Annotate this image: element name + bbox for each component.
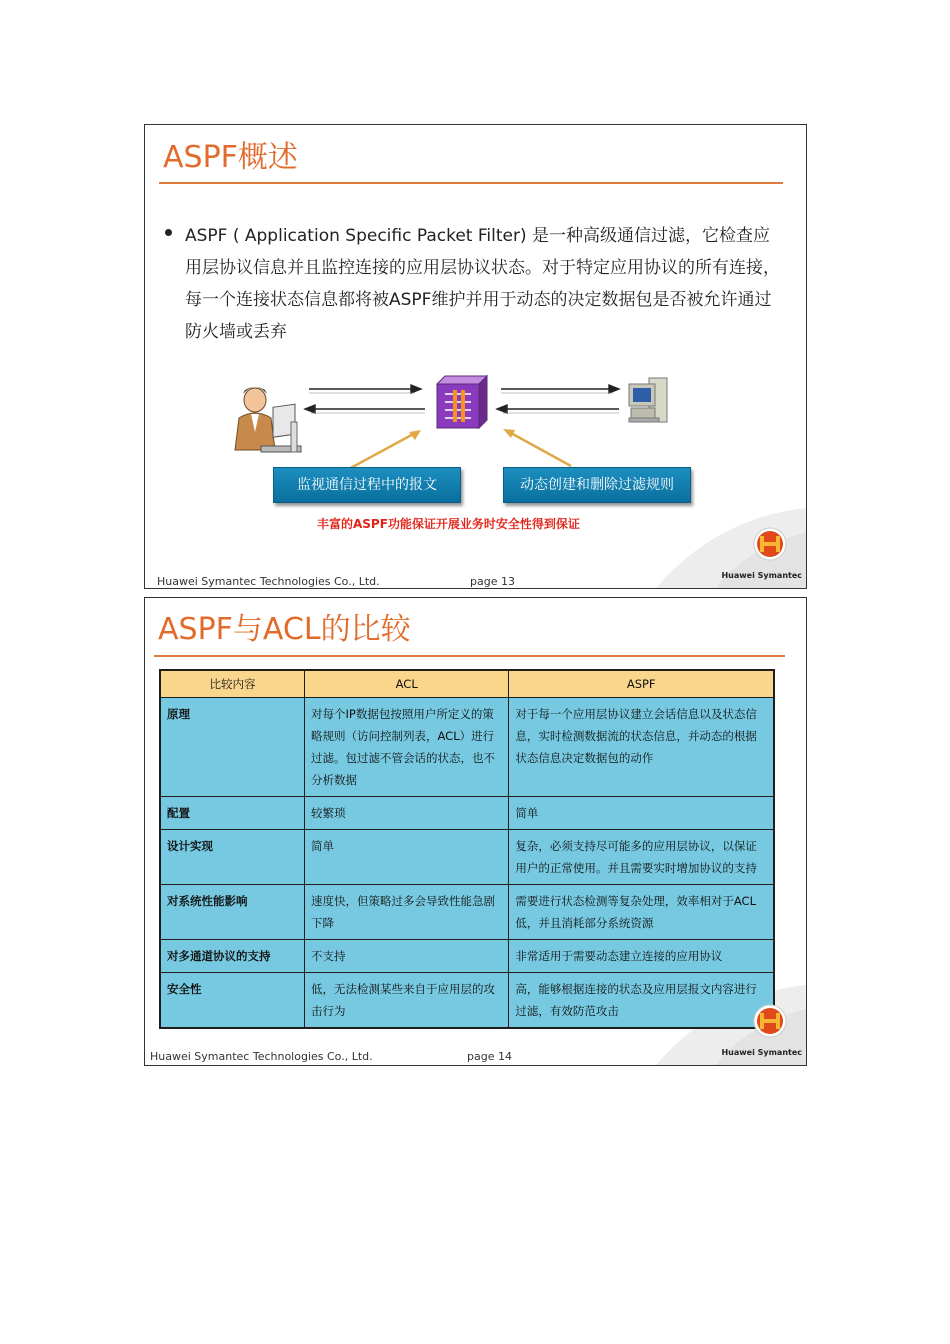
footer-company: Huawei Symantec Technologies Co., Ltd. (150, 1050, 373, 1063)
left-flow-arrows (305, 385, 425, 413)
acl-cell: 低，无法检测某些来自于应用层的攻击行为 (305, 973, 509, 1029)
table-row (160, 830, 774, 885)
aspf-cell: 复杂，必须支持尽可能多的应用层协议，以保证用户的正常使用。并且需要实时增加协议的支持 (509, 830, 774, 885)
logo-text: Huawei Symantec (721, 571, 802, 580)
row-label: 配置 (160, 797, 305, 830)
footer-page-number: page 13 (470, 575, 515, 588)
row-label: 原理 (160, 698, 305, 797)
row-label: 安全性 (160, 973, 305, 1029)
table-header-cell: ASPF (509, 670, 774, 698)
footer-page-number: page 14 (467, 1050, 512, 1063)
monitor-pointer-arrow (347, 430, 421, 470)
aspf-cell: 对于每一个应用层协议建立会话信息以及状态信息，实时检测数据流的状态信息，并动态的根据状态信息决定数据包的动作 (509, 698, 774, 797)
bullet-icon (165, 229, 172, 236)
table-header-cell: 比较内容 (160, 670, 305, 698)
right-flow-arrows (497, 385, 619, 413)
table-header-cell: ACL (305, 670, 509, 698)
server-computer-icon (629, 378, 667, 422)
slide-aspf-acl-comparison (144, 597, 807, 1066)
row-label: 对系统性能影响 (160, 885, 305, 940)
bullet-paragraph: ASPF ( Application Specific Packet Filter) 是一种高级通信过滤，它检查应用层协议信息并且监控连接的应用层协议状态。对于特定应用协议的所有连接，每一个连接状态信息都将被ASPF维护并用于动态的决定数据包是否被允许通过防火墙或丢弃 (185, 226, 780, 342)
aspf-cell: 简单 (509, 797, 774, 830)
table-header-row (160, 670, 774, 698)
table-row (160, 973, 774, 1029)
acl-cell: 对每个IP数据包按照用户所定义的策略规则（访问控制列表，ACL）进行过滤。包过滤不管会话的状态，也不分析数据 (305, 698, 509, 797)
slide-aspf-overview (144, 124, 807, 589)
slide-title: ASPF概述 (163, 140, 298, 175)
comparison-table (159, 669, 775, 1029)
table-row (160, 940, 774, 973)
table-row (160, 885, 774, 940)
row-label: 设计实现 (160, 830, 305, 885)
title-divider (154, 655, 785, 657)
acl-cell: 较繁琐 (305, 797, 509, 830)
dynamic-rules-label: 动态创建和删除过滤规则 (503, 467, 691, 503)
acl-cell: 速度快，但策略过多会导致性能急剧下降 (305, 885, 509, 940)
monitor-packets-label: 监视通信过程中的报文 (273, 467, 461, 503)
table-row (160, 698, 774, 797)
footer-company: Huawei Symantec Technologies Co., Ltd. (157, 575, 380, 588)
row-label: 对多通道协议的支持 (160, 940, 305, 973)
rule-pointer-arrow (503, 429, 571, 466)
acl-cell: 简单 (305, 830, 509, 885)
user-computer-icon (235, 387, 301, 452)
title-divider (159, 182, 783, 184)
acl-cell: 不支持 (305, 940, 509, 973)
aspf-cell: 高，能够根据连接的状态及应用层报文内容进行过滤，有效防范攻击 (509, 973, 774, 1029)
security-note: 丰富的ASPF功能保证开展业务时安全性得到保证 (317, 517, 580, 531)
logo-text: Huawei Symantec (721, 1048, 802, 1057)
aspf-cell: 需要进行状态检测等复杂处理，效率相对于ACL低，并且消耗部分系统资源 (509, 885, 774, 940)
slide-title: ASPF与ACL的比较 (158, 612, 411, 647)
table-row (160, 797, 774, 830)
aspf-cell: 非常适用于需要动态建立连接的应用协议 (509, 940, 774, 973)
aspf-firewall-icon (437, 376, 487, 428)
